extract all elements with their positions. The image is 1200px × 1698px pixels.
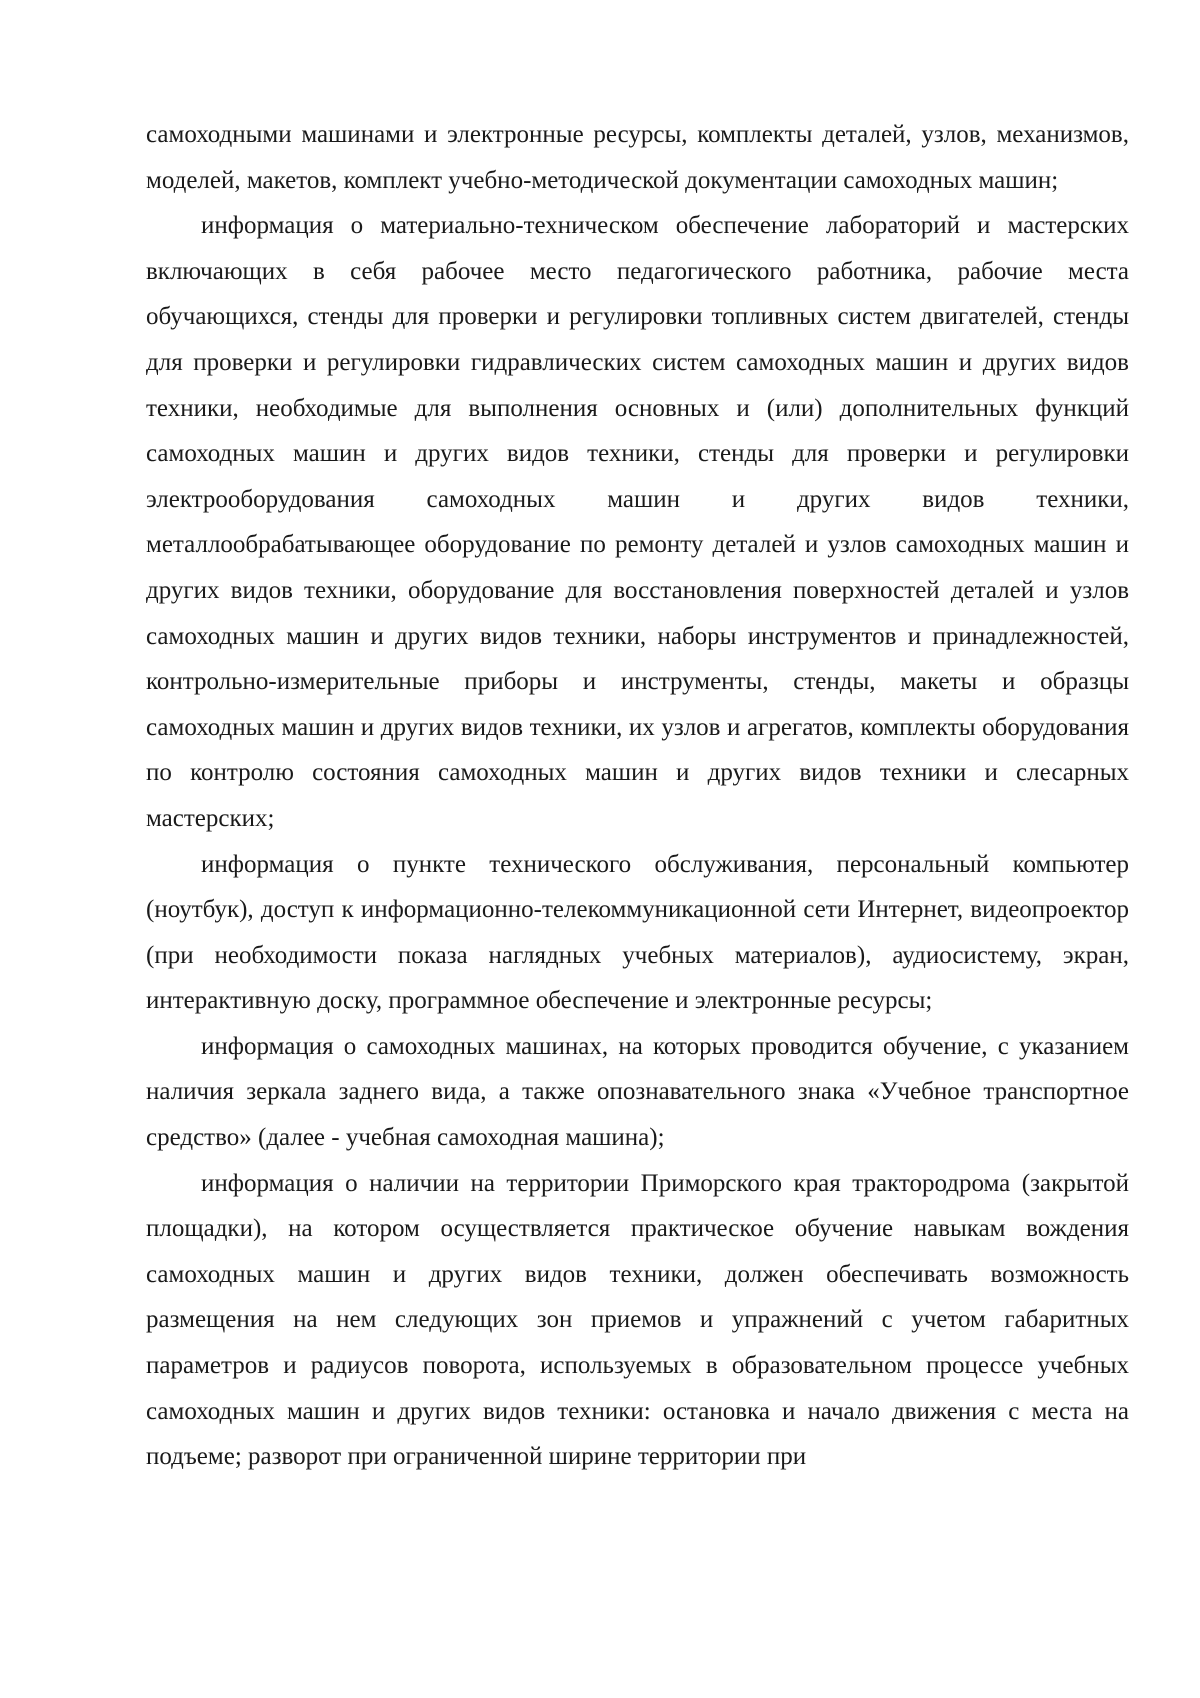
paragraph-continuation: самоходными машинами и электронные ресурсы, комплекты деталей, узлов, механизмов, моделей, макетов, комплект учебно-методической документации самоходных машин;	[146, 121, 1129, 194]
paragraph-labs-equipment: информация о материально-техническом обеспечение лабораторий и мастерских включающих в себя рабочее место педагогического работника, рабочие места обучающихся, стенды для проверки и регулировки топливных систем двигателей, стенды для проверки и регулировки гидравлических систем самоходных машин и других видов техники, необходимые для выполнения основных и (или) дополнительных функций самоходных машин и других видов техники, стенды для проверки и регулировки электрооборудования самоходных машин и других видов техники, металлообрабатывающее оборудование по ремонту деталей и узлов самоходных машин и других видов техники, оборудование для восстановления поверхностей деталей и узлов самоходных машин и других видов техники, наборы инструментов и принадлежностей, контрольно-измерительные приборы и инструменты, стенды, макеты и образцы самоходных машин и других видов техники, их узлов и агрегатов, комплекты оборудования по контролю состояния самоходных машин и других видов техники и слесарных мастерских;	[146, 212, 1129, 832]
paragraph-tractor-track: информация о наличии на территории Приморского края трактородрома (закрытой площадки), на котором осуществляется практическое обучение навыкам вождения самоходных машин и других видов техники, должен обеспечивать возможность размещения на нем следующих зон приемов и упражнений с учетом габаритных параметров и радиусов поворота, используемых в образовательном процессе учебных самоходных машин и других видов техники: остановка и начало движения с места на подъеме; разворот при ограниченной ширине территории при	[146, 1169, 1129, 1471]
document-body	[146, 112, 1129, 1480]
paragraph-training-machines: информация о самоходных машинах, на которых проводится обучение, с указанием наличия зеркала заднего вида, а также опознавательного знака «Учебное транспортное средство» (далее - учебная самоходная машина);	[146, 1032, 1129, 1152]
paragraph-maintenance-point: информация о пункте технического обслуживания, персональный компьютер (ноутбук), доступ к информационно-телекоммуникационной сети Интернет, видеопроектор (при необходимости показа наглядных учебных материалов), аудиосистему, экран, интерактивную доску, программное обеспечение и электронные ресурсы;	[146, 850, 1129, 1015]
